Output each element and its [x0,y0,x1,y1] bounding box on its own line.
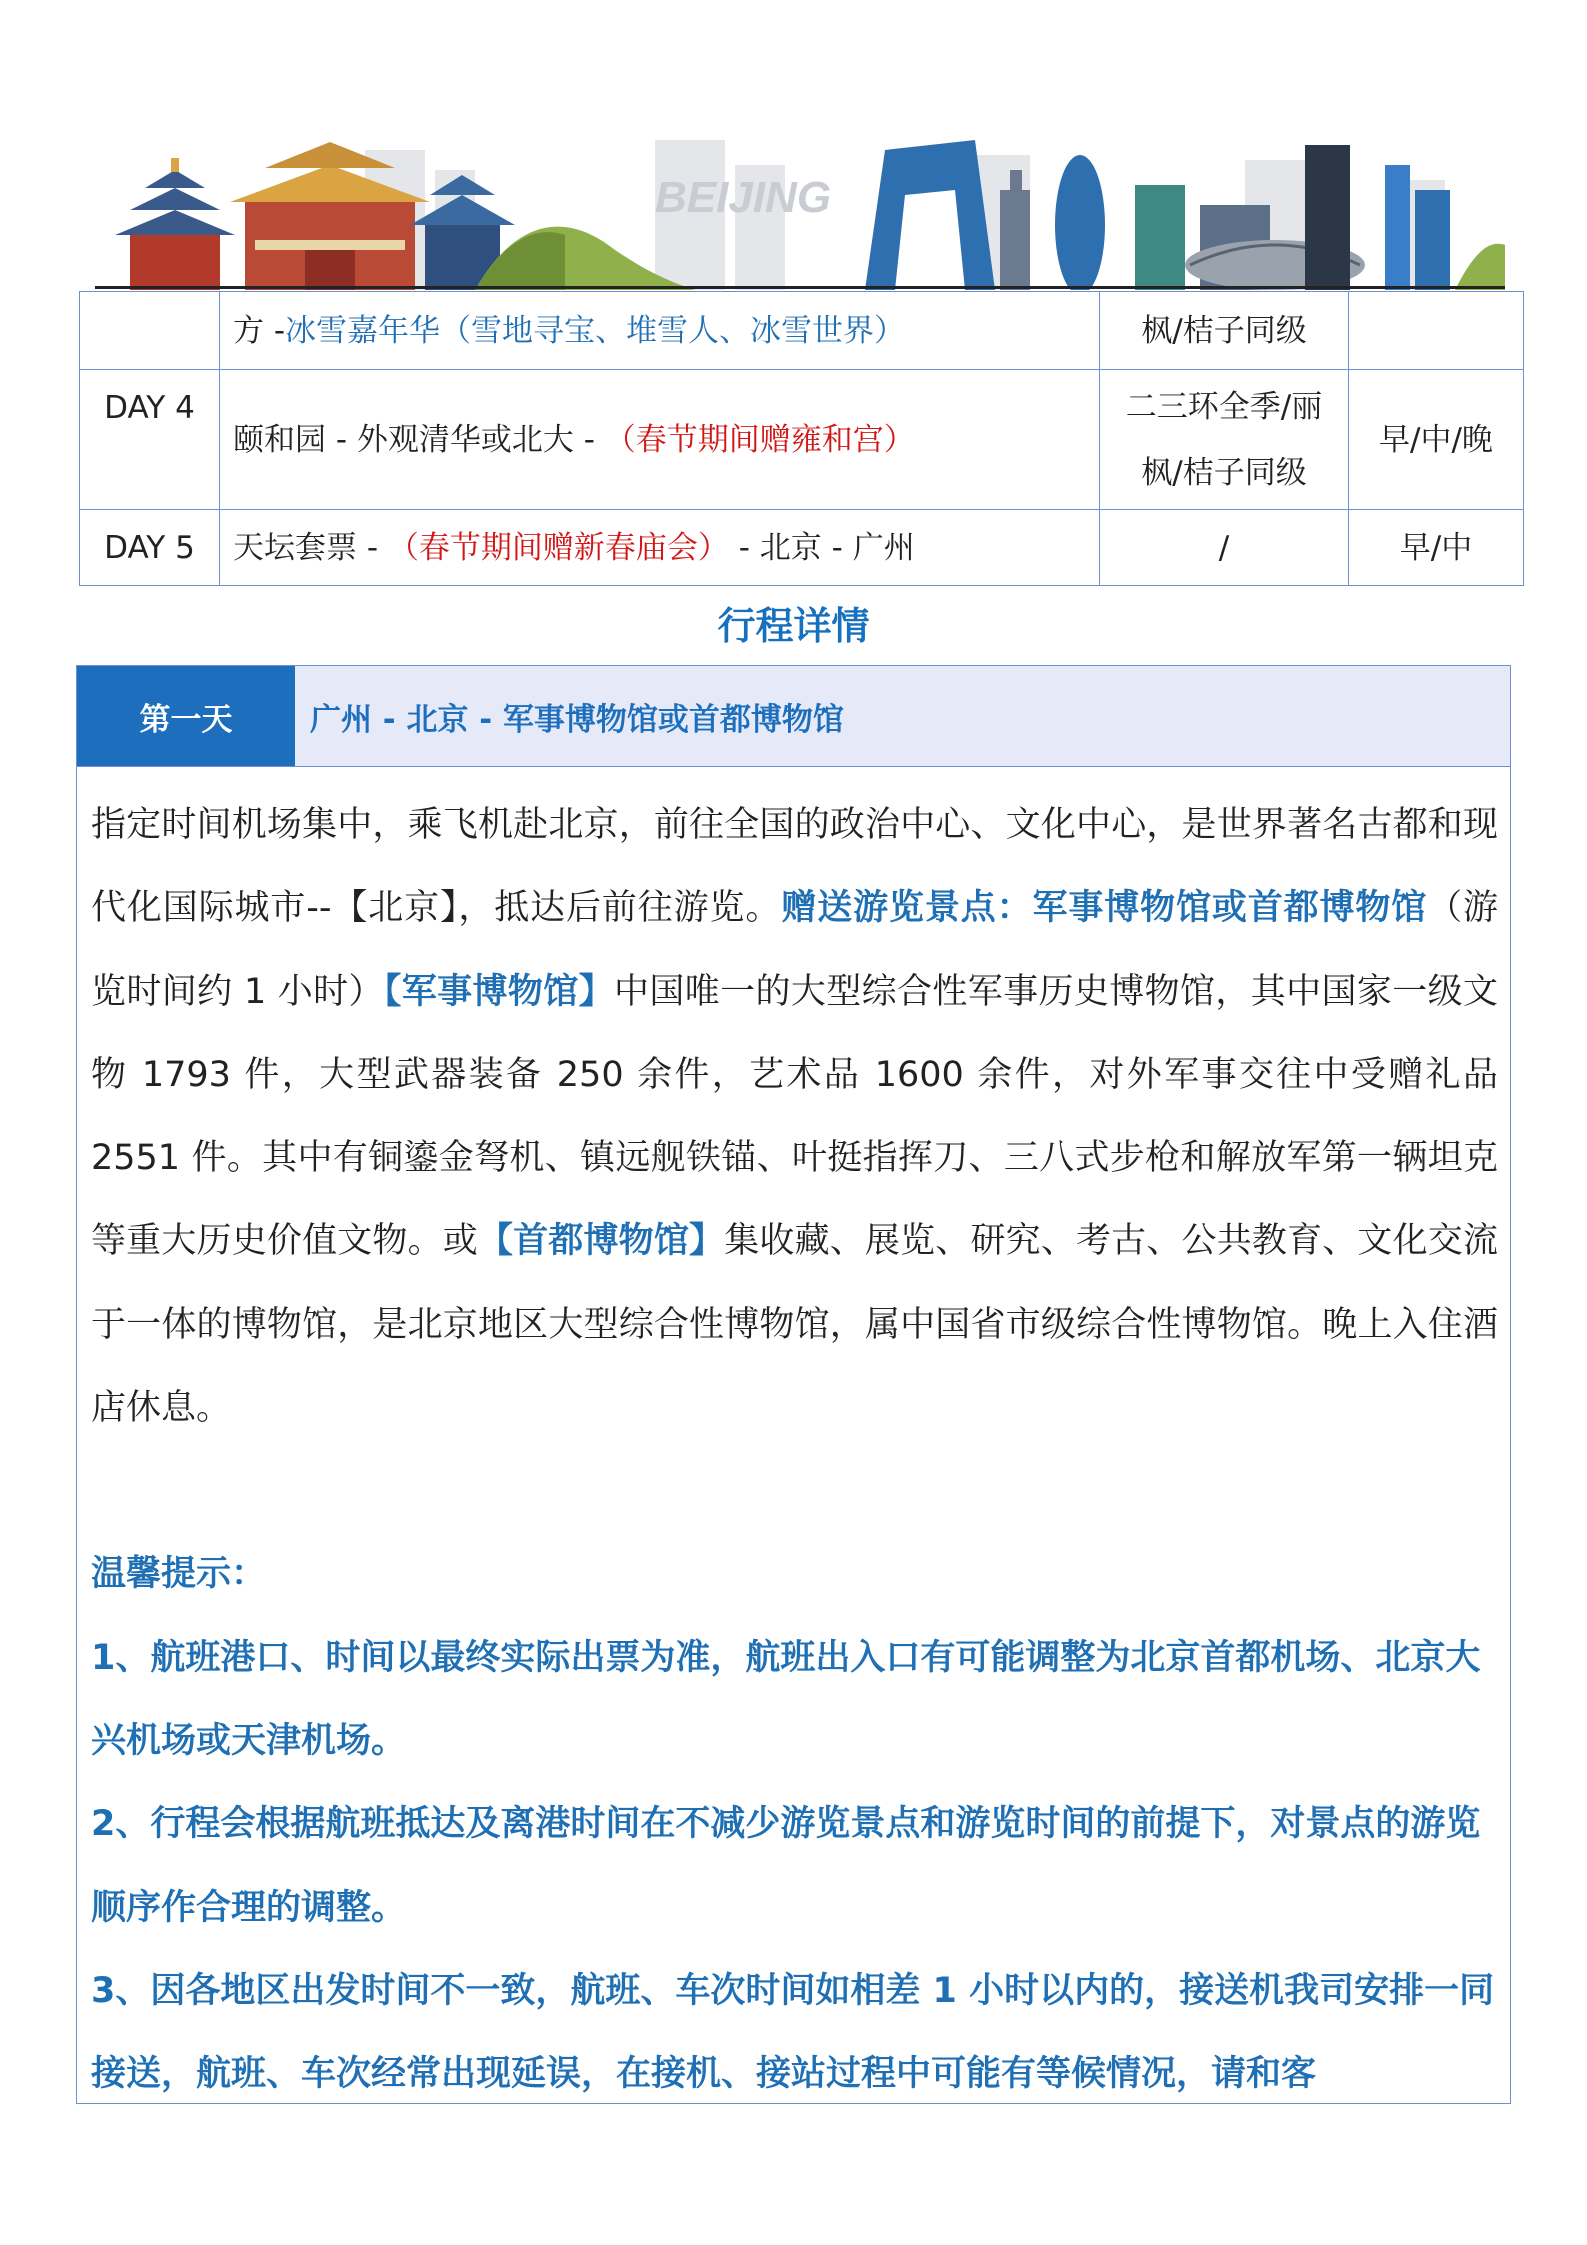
day-header [76,665,1511,767]
section-title: 行程详情 [717,604,870,648]
itinerary-highlight: （春节期间赠雍和宫） [604,421,915,458]
banner-city-label: BEIJING [655,173,832,222]
table-row [80,370,1524,510]
itinerary-text: 天坛套票 - [233,529,388,566]
banner-baseline [95,286,1505,289]
hotel-cell: / [1100,510,1349,586]
day-badge: 第一天 [77,666,295,766]
description-text: 指定时间机场集中，乘飞机赴北京，前往全国的政治中心、文化中心，是世界著名古都和现代化国际城市--【北京】，抵达后前往游览。 [91,805,1498,929]
beijing-skyline-banner [95,130,1505,290]
meals-cell: 早/中/晚 [1349,370,1524,510]
itinerary-text: 颐和园 - 外观清华或北大 - [233,421,605,458]
tips-section [91,1533,1498,2104]
day-description [91,784,1498,1450]
itinerary-text: 方 - [233,312,286,349]
day-cell [80,292,220,370]
description-highlight: 赠送游览景点：军事博物馆或首都博物馆 [781,888,1428,929]
tip-item: 1、航班港口、时间以最终实际出票为准，航班出入口有可能调整为北京首都机场、北京大兴机场或天津机场。 [91,1637,1481,1761]
itinerary-cell [220,292,1100,370]
tips-title: 温馨提示： [91,1554,267,1595]
description-text: 中国唯一的大型综合性军事历史博物馆，其中国家一级文物 1793 件，大型武器装备 250 余件，艺术品 1600 余件，对外军事交往中受赠礼品 2551 件。其中有铜鎏金弩机、镇远舰铁锚、叶挺指挥刀、三八式步枪和解放军第一辆坦克等重大历史价值文物。或 [91,971,1498,1262]
itinerary-text: - 北京 - 广州 [728,529,915,566]
description-text: （游览时间约 1 小时） [91,888,1498,1012]
meals-cell [1349,292,1524,370]
day-detail-body [76,766,1511,2104]
itinerary-cell [220,370,1100,510]
table-row [80,510,1524,586]
itinerary-summary-table [79,291,1524,586]
description-text: 集收藏、展览、研究、考古、公共教育、文化交流于一体的博物馆，是北京地区大型综合性博物馆，属中国省市级综合性博物馆。晚上入住酒店休息。 [91,1221,1498,1429]
day-cell: DAY 4 [80,370,220,510]
day-cell: DAY 5 [80,510,220,586]
meals-cell: 早/中 [1349,510,1524,586]
description-highlight: 【军事博物馆】 [383,971,615,1012]
day-route-title: 广州 - 北京 - 军事博物馆或首都博物馆 [310,701,844,738]
tip-item: 2、行程会根据航班抵达及离港时间在不减少游览景点和游览时间的前提下，对景点的游览顺序作合理的调整。 [91,1804,1481,1928]
itinerary-cell [220,510,1100,586]
hotel-cell: 枫/桔子同级 [1100,292,1349,370]
itinerary-highlight: （春节期间赠新春庙会） [387,529,729,566]
description-highlight: 【首都博物馆】 [477,1221,725,1262]
itinerary-highlight: 冰雪嘉年华（雪地寻宝、堆雪人、冰雪世界） [285,312,906,349]
hotel-line: 二三环全季/丽 [1125,388,1323,425]
tip-item: 3、因各地区出发时间不一致，航班、车次时间如相差 1 小时以内的，接送机我司安排一同接送，航班、车次经常出现延误，在接机、接站过程中可能有等候情况，请和客 [91,1970,1495,2095]
hotel-cell [1100,370,1349,510]
table-row [80,292,1524,370]
hotel-line: 枫/桔子同级 [1141,454,1307,491]
